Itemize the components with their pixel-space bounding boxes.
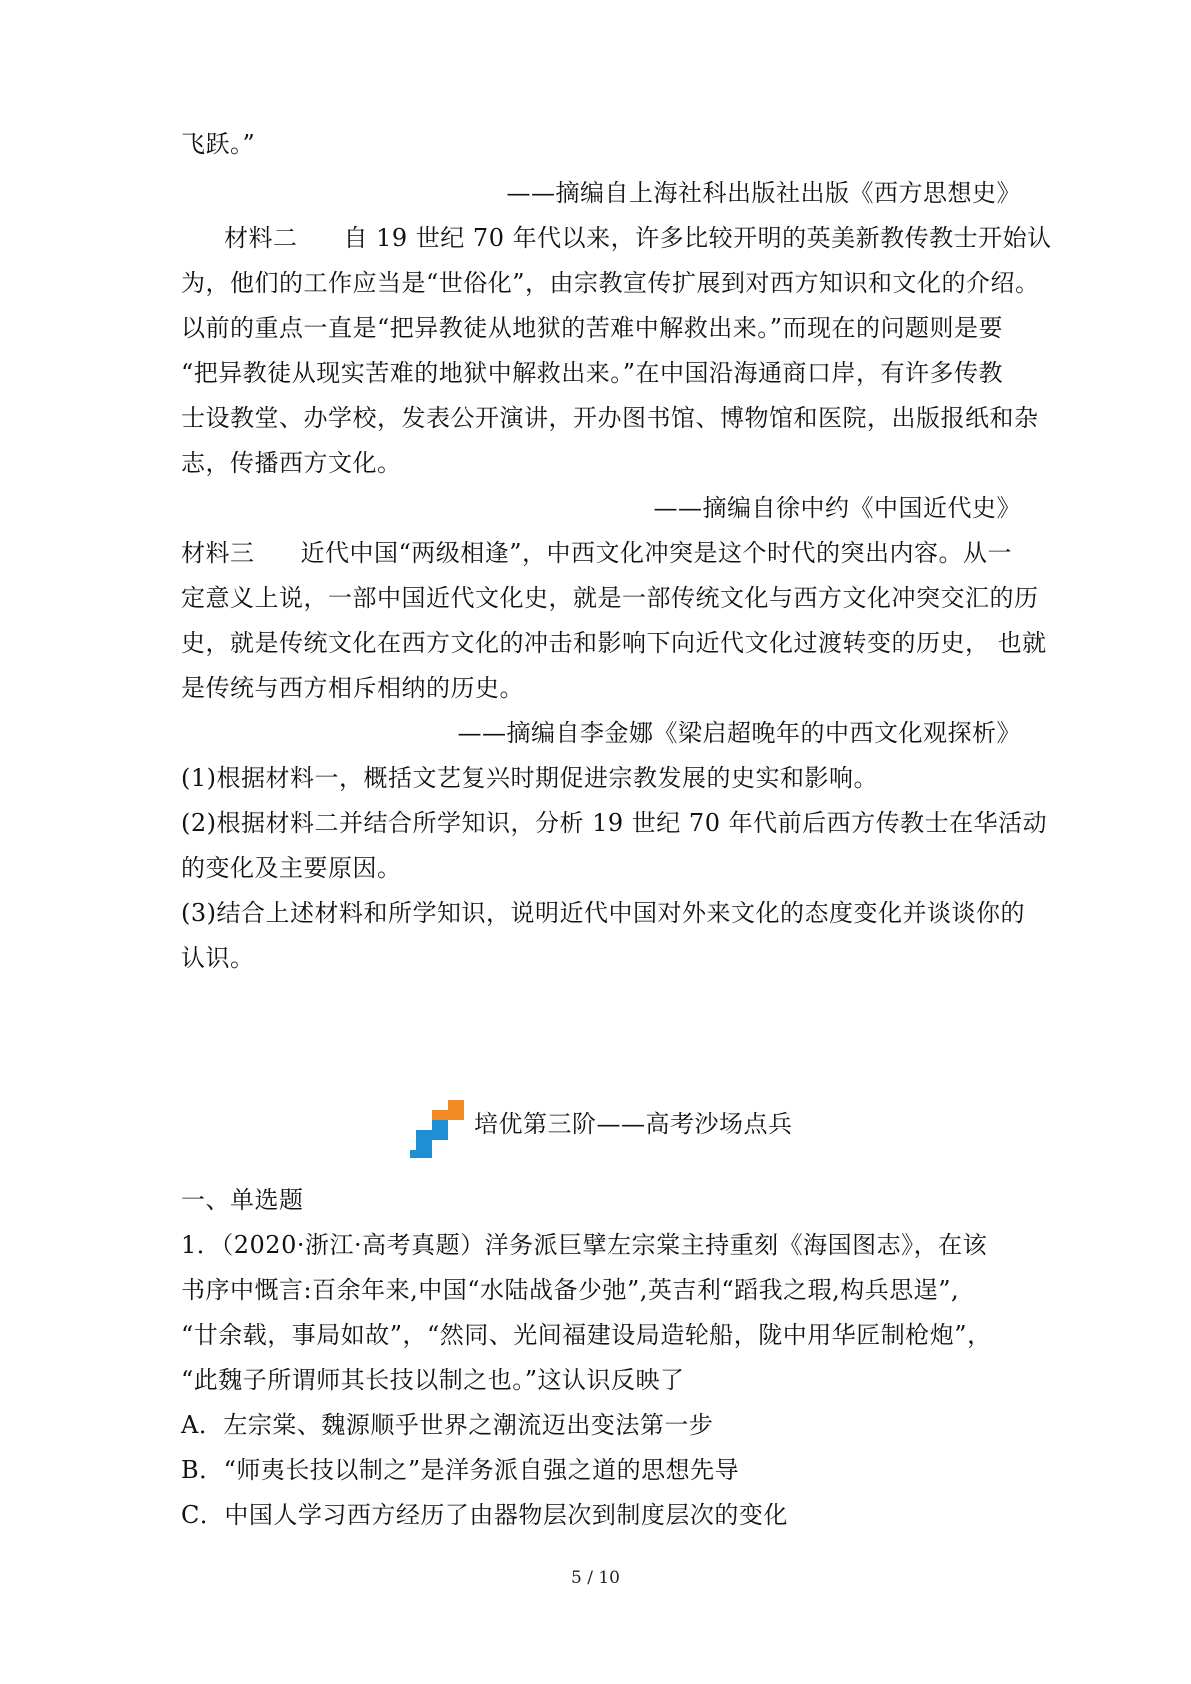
material3-first-line (181, 537, 1021, 569)
mcq-stem-line-3: “廿余载，事局如故”，“然同、光间福建设局造轮船，陇中用华匠制枪炮”， (181, 1321, 992, 1349)
material2-source: ——摘编自徐中约《中国近代史》 (653, 494, 1021, 522)
question-2-line-1: (2)根据材料二并结合所学知识，分析 19 世纪 70 年代前后西方传教士在华活动 (181, 809, 1048, 837)
material2-line-1: 自 19 世纪 70 年代以来，许多比较开明的英美新教传教士开始认 (343, 224, 1052, 252)
material2-line-5: 士设教堂、办学校，发表公开演讲，开办图书馆、博物馆和医院，出版报纸和杂 (181, 404, 1039, 432)
material3-line-3: 史，就是传统文化在西方文化的冲击和影响下向近代文化过渡转变的历史， 也就 (181, 629, 1047, 657)
material2-label: 材料二 (224, 224, 298, 252)
stairs-logo-icon (410, 1100, 472, 1160)
mcq-option-b: B．“师夷长技以制之”是洋务派自强之道的思想先导 (181, 1456, 740, 1484)
material3-source: ——摘编自李金娜《梁启超晚年的中西文化观探析》 (457, 719, 1021, 747)
material3-line-1: 近代中国“两级相逢”，中西文化冲突是这个时代的突出内容。从一 (300, 539, 1013, 567)
part-heading: 一、单选题 (181, 1186, 304, 1214)
question-3-line-2: 认识。 (181, 944, 255, 972)
material2-line-3: 以前的重点一直是“把异教徒从地狱的苦难中解救出来。”而现在的问题则是要 (181, 314, 1004, 342)
material1-last-line: 飞跃。” (181, 130, 256, 158)
question-3-line-1: (3)结合上述材料和所学知识，说明近代中国对外来文化的态度变化并谈谈你的 (181, 899, 1025, 927)
material2-line-6: 志，传播西方文化。 (181, 449, 402, 477)
material2-line-2: 为，他们的工作应当是“世俗化”，由宗教宣传扩展到对西方知识和文化的介绍。 (181, 269, 1040, 297)
page-number: 5 / 10 (571, 1568, 620, 1588)
mcq-stem-line-4: “此魏子所谓师其长技以制之也。”这认识反映了 (181, 1366, 685, 1394)
material3-line-2: 定意义上说，一部中国近代文化史，就是一部传统文化与西方文化冲突交汇的历 (181, 584, 1039, 612)
mcq-option-a: A．左宗棠、魏源顺乎世界之潮流迈出变法第一步 (181, 1411, 714, 1439)
section-heading (410, 1100, 810, 1160)
mcq-stem-line-2: 书序中慨言:百余年来,中国“水陆战备少弛”,英吉利“蹈我之瑕,构兵思逞”, (181, 1276, 960, 1304)
material2-line-4: “把异教徒从现实苦难的地狱中解救出来。”在中国沿海通商口岸，有许多传教 (181, 359, 1004, 387)
question-2-line-2: 的变化及主要原因。 (181, 854, 402, 882)
material2-first-line (224, 222, 1052, 254)
material3-line-4: 是传统与西方相斥相纳的历史。 (181, 674, 524, 702)
question-1: (1)根据材料一，概括文艺复兴时期促进宗教发展的史实和影响。 (181, 764, 878, 792)
mcq-option-c: C．中国人学习西方经历了由器物层次到制度层次的变化 (181, 1501, 788, 1529)
material1-source: ——摘编自上海社科出版社出版《西方思想史》 (506, 179, 1021, 207)
mcq-stem-line-1: 1．（2020·浙江·高考真题）洋务派巨擘左宗棠主持重刻《海国图志》，在该 (181, 1231, 988, 1259)
section-title-text: 培优第三阶——高考沙场点兵 (474, 1110, 793, 1138)
material3-label: 材料三 (181, 539, 255, 567)
